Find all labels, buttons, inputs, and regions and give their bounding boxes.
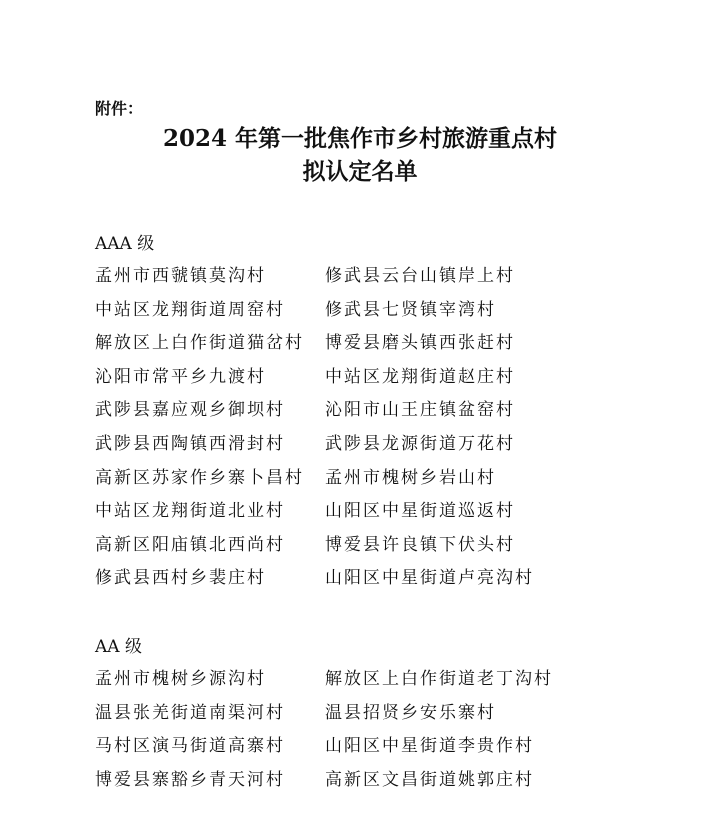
village-name: 高新区阳庙镇北西尚村 <box>95 534 285 555</box>
village-list-aa <box>95 668 585 802</box>
village-name: 沁阳市常平乡九渡村 <box>95 366 266 387</box>
village-name: 修武县云台山镇岸上村 <box>325 266 515 286</box>
attachment-label: 附件： <box>95 99 144 118</box>
village-name: 孟州市槐树乡岩山村 <box>325 467 496 488</box>
village-name: 修武县西村乡裴庄村 <box>95 568 266 589</box>
village-name: 博爱县磨头镇西张赶村 <box>325 333 515 354</box>
level-heading-aa: AA 级 <box>95 637 142 657</box>
village-name: 孟州市槐树乡源沟村 <box>95 669 266 689</box>
village-name: 马村区演马街道高寨村 <box>95 736 285 757</box>
village-name: 高新区苏家作乡寨卜昌村 <box>95 467 304 488</box>
village-name: 孟州市西虢镇莫沟村 <box>95 266 266 286</box>
village-name: 中站区龙翔街道赵庄村 <box>325 366 515 387</box>
village-name: 武陟县西陶镇西滑封村 <box>95 433 285 454</box>
village-name: 解放区上白作街道老丁沟村 <box>325 669 553 689</box>
village-name: 山阳区中星街道巡返村 <box>325 501 515 522</box>
village-name: 博爱县许良镇下伏头村 <box>325 534 515 555</box>
village-name: 高新区文昌街道姚郭庄村 <box>325 769 534 790</box>
village-name: 博爱县寨豁乡青天河村 <box>95 769 285 790</box>
village-name: 修武县七贤镇宰湾村 <box>325 299 496 320</box>
village-name: 武陟县龙源街道万花村 <box>325 433 515 454</box>
village-name: 沁阳市山王庄镇盆窑村 <box>325 400 515 421</box>
village-name: 山阳区中星街道李贵作村 <box>325 736 534 757</box>
village-name: 中站区龙翔街道周窑村 <box>95 299 285 320</box>
village-list-aaa <box>95 265 585 601</box>
document-title-line-2: 拟认定名单 <box>302 158 418 185</box>
document-title-line-1: 2024 年第一批焦作市乡村旅游重点村 <box>162 125 558 152</box>
village-name: 山阳区中星街道卢亮沟村 <box>325 568 534 589</box>
village-name: 温县招贤乡安乐寨村 <box>325 702 496 723</box>
village-name: 武陟县嘉应观乡御坝村 <box>95 400 285 421</box>
village-name: 中站区龙翔街道北业村 <box>95 501 285 522</box>
level-heading-aaa: AAA 级 <box>95 234 155 254</box>
village-name: 温县张羌街道南渠河村 <box>95 702 285 723</box>
village-name: 解放区上白作街道猫岔村 <box>95 333 304 354</box>
